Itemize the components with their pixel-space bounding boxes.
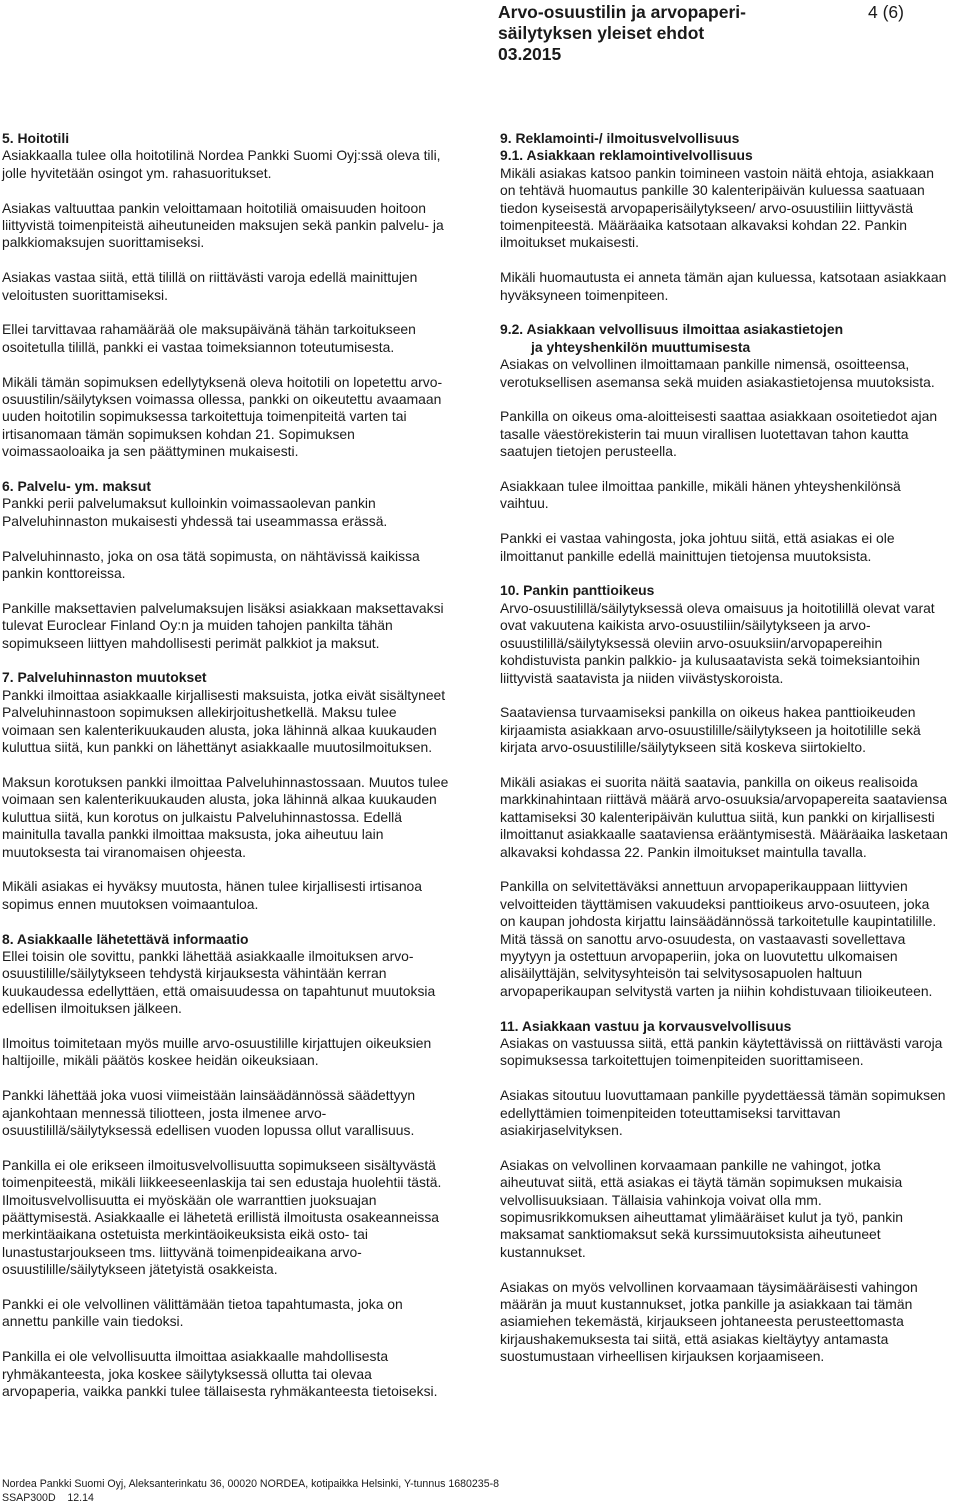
section-10 — [500, 582, 948, 686]
paragraph: Asiakas on velvollinen ilmoittamaan pankille nimensä, osoitteensa, verotuksellisen asemansa sekä muiden asiakastietojensa muutoksista. — [500, 356, 935, 390]
section-heading: 9. Reklamointi-/ ilmoitusvelvollisuus — [500, 130, 740, 146]
subsection-heading: 9.2. Asiakkaan velvollisuus ilmoittaa asiakastietojen — [500, 321, 844, 338]
paragraph: Mikäli huomautusta ei anneta tämän ajan kuluessa, katsotaan asiakkaan hyväksyneen toimenpiteen. — [500, 269, 947, 303]
paragraph: Pankki lähettää joka vuosi viimeistään lainsäädännössä säädettyyn ajankohtaan mennessä tiliotteen, josta ilmenee arvo-osuustilillä/säilytyksessä edellisen vuoden lopussa ollut varallisuus. — [2, 1087, 416, 1138]
section-11 — [500, 1018, 948, 1070]
paragraph: Mikäli asiakas katsoo pankin toimineen vastoin näitä ehtoja, asiakkaan on tehtävä huomautus pankille 30 kalenteripäivän kuluessa saatuaan tiedon kyseisestä arvopaperisäilytykseen/ arvo-osuustiliin liittyvästä toimenpiteestä. Määräaika katsotaan alkavaksi kohdan 22. Pankin ilmoitukset mukaisesti. — [500, 164, 934, 251]
paragraph: Ellei toisin ole sovittu, pankki lähettää asiakkaalle ilmoituksen arvo-osuustilille/säilytykseen tehdystä kirjauksesta vähintään kerran kuukaudessa edellyttäen, että omaisuudessa on tapahtunut muutoksia edellisen ilmoituksen jälkeen. — [2, 947, 436, 1017]
left-column — [2, 130, 450, 1418]
footer-form-code: SSAP300D 12.14 — [2, 1491, 94, 1504]
section-7 — [2, 669, 450, 756]
paragraph: Pankki ilmoittaa asiakkaalle kirjallisesti maksuista, jotka eivät sisältyneet Palveluhinnastoon sopimuksen allekirjoitushetkellä. Maksu tulee voimaan sen kalenterikuukauden alusta, joka lähinnä alkaa kuukauden kuluttua siitä, kun pankki on lähettänyt asiakkaalle muutosilmoituksen. — [2, 686, 446, 756]
section-heading: 10. Pankin panttioikeus — [500, 582, 655, 599]
page-footer — [2, 1478, 499, 1505]
paragraph: Pankki ei vastaa vahingosta, joka johtuu siitä, että asiakas ei ole ilmoittanut pankille edellä mainittujen tietojensa muutoksista. — [500, 530, 895, 564]
paragraph: Asiakas on myös velvollinen korvaamaan täysimääräisesti vahingon määrän ja muut kustannukset, jotka pankille ja asiakkaan tai tämän asiamiehen tekemästä, kirjaukseen johtaneesta perusteettomasta kirjaushakemuksesta tai siitä, että asiakas kieltäytyy antamasta suostumustaan virheellisen kirjauksen korjaamiseen. — [500, 1278, 918, 1365]
subsection-heading-continued: ja yhteyshenkilön muuttumisesta — [531, 338, 751, 355]
paragraph: Arvo-osuustilillä/säilytyksessä oleva omaisuus ja hoitotilillä olevat varat ovat vakuutena kaikista arvo-osuustiliin/säilytykseen ja arvo-osuustilillä/säilytyksessä oleviin arvo-osuuksiin/arvopapereihin kohdistuvista pankin palkkio- ja kulusaatavista sekä toimeksiantoihin liittyvistä saatavista ja niiden viivästyskoroista. — [500, 599, 935, 686]
paragraph: Pankille maksettavien palvelumaksujen lisäksi asiakkaan maksettavaksi tulevat Euroclear Finland Oy:n ja muiden tahojen pankilta tähän sopimukseen liittyen mahdollisesti perimät palkkiot ja maksut. — [2, 599, 444, 651]
subsection-heading: 9.1. Asiakkaan reklamointivelvollisuus — [500, 147, 753, 164]
section-heading: 6. Palvelu- ym. maksut — [2, 478, 152, 495]
section-9 — [500, 130, 948, 252]
paragraph: Ilmoitus toimitetaan myös muille arvo-osuustilille kirjattujen oikeuksien haltijoille, mikäli päätös koskee heidän oikeuksiaan. — [2, 1034, 432, 1069]
paragraph: Pankilla ei ole erikseen ilmoitusvelvollisuutta sopimukseen sisältyvästä toimenpiteestä, mikäli liikkeeseenlaskija tai sen edustaja huolehtii tästä. Ilmoitusvelvollisuutta ei myöskään ole warranttien juoksuajan päättymisestä. Asiakkaalle ei lähetetä erillistä ilmoitusta osakeanneissa merkintäaikana ostetuista merkintäoikeuksista eikä osto- tai lunastustarjoukseen tms. liittyvänä toimenpideaikana arvo-osuustilille/säilytykseen jätetyistä osakkeista. — [2, 1156, 442, 1278]
paragraph: Ellei tarvittavaa rahamäärää ole maksupäivänä tähän tarkoitukseen osoitetulla tilillä, pankki ei vastaa toimeksiannon toteutumisesta. — [2, 321, 416, 355]
paragraph: Asiakkaalla tulee olla hoitotilinä Nordea Pankki Suomi Oyj:ssä oleva tili, jolle hyvitetään osingot ym. rahasuoritukset. — [2, 147, 441, 181]
paragraph: Palveluhinnasto, joka on osa tätä sopimusta, on nähtävissä kaikissa pankin konttoreissa. — [2, 547, 420, 582]
section-8 — [2, 931, 450, 1018]
paragraph: Asiakas on velvollinen korvaamaan pankille ne vahingot, jotka aiheutuvat siitä, että asiakas ei täytä tämän sopimuksen mukaisia velvollisuuksiaan. Tällaisia vahinkoja voivat olla mm. sopimusrikkomuksen aiheuttamat ylimääräiset kulut ja työ, pankin maksamat sanktiomaksut sekä kurssimuutoksista aiheutuneet kustannukset. — [500, 1156, 904, 1260]
paragraph: Asiakkaan tulee ilmoittaa pankille, mikäli hänen yhteyshenkilönsä vaihtuu. — [500, 478, 901, 512]
right-column — [500, 130, 948, 1383]
section-heading: 8. Asiakkaalle lähetettävä informaatio — [2, 930, 249, 947]
section-9-2 — [500, 321, 948, 391]
paragraph: Pankilla ei ole velvollisuutta ilmoittaa asiakkaalle mahdollisesta ryhmäkanteesta, joka koskee säilytyksessä ollutta tai olevaa arvopaperia, vaikka pankki tulee tällaisesta ryhmäkanteesta tietoiseksi. — [2, 1348, 438, 1399]
section-5 — [2, 130, 450, 182]
paragraph: Pankilla on selvitettäväksi annettuun arvopaperikauppaan liittyvien velvoitteiden täyttämisen vakuudeksi panttioikeus arvo-osuuteen, joka on kaupan johdosta kirjattu lainsäädännössä tarkoitetulle kaupintatilille. Mitä tässä on sanottu arvo-osuudesta, on vastaavasti sovellettava myytyyn ja ostettuun arvopaperiin, joka on luovutettu ulkomaisen alisäilyttäjän, selvitysyhteisön tai selvitysosapuolen haltuun arvopaperikaupan selvitystä varten ja niihin kohdistuvaan tilioikeuteen. — [500, 878, 937, 999]
paragraph: Maksun korotuksen pankki ilmoittaa Palveluhinnastossaan. Muutos tulee voimaan sen kalenterikuukauden alusta, joka lähinnä alkaa kuukauden kuluttua siitä, kun korotus on julkaistu Palveluhinnastossa. Edellä mainitulla tavalla pankki ilmoittaa maksusta, joka aiheutuu lain muutoksesta tai viranomaisen ohjeesta. — [2, 773, 449, 860]
section-heading: 7. Palveluhinnaston muutokset — [2, 669, 207, 686]
paragraph: Asiakas sitoutuu luovuttamaan pankille pyydettäessä tämän sopimuksen edellyttämien toimenpiteiden toteuttamiseksi tarvittavan asiakirjaselvityksen. — [500, 1087, 946, 1138]
paragraph: Asiakas on vastuussa siitä, että pankin käytettävissä on riittävästi varoja sopimuksessa tarkoitettujen toimenpiteiden suorittamiseen. — [500, 1034, 943, 1069]
paragraph: Saataviensa turvaamiseksi pankilla on oikeus hakea panttioikeuden kirjaamista asiakkaan arvo-osuustilille/säilytykseen ja hoitotilille sekä kirjata arvo-osuustilille/säilytykseen sitä koskeva siirtokielto. — [500, 704, 921, 756]
paragraph: Mikäli asiakas ei hyväksy muutosta, hänen tulee kirjallisesti irtisanoa sopimus ennen muutoksen voimaantuloa. — [2, 878, 422, 912]
page-number: 4 (6) — [868, 2, 904, 22]
paragraph: Asiakas vastaa siitä, että tilillä on riittävästi varoja edellä mainittujen veloitusten suorittamiseksi. — [2, 269, 418, 303]
paragraph: Mikäli tämän sopimuksen edellytyksenä oleva hoitotili on lopetettu arvo-osuustilin/säilytyksen voimassa ollessa, pankki on oikeutettu avaamaan uuden hoitotilin sopimuksessa tarkoitettuja toimenpiteitä varten tai irtisanomaan tämän sopimuksen kohdan 21. Sopimuksen voimassaoloaika ja sen päättyminen mukaisesti. — [2, 373, 443, 460]
section-heading: 11. Asiakkaan vastuu ja korvausvelvollisuus — [500, 1017, 792, 1034]
paragraph: Pankilla on oikeus oma-aloitteisesti saattaa asiakkaan osoitetiedot ajan tasalle väestörekisterin tai muun virallisen luotettavan tahon kautta saatujen tietojen perusteella. — [500, 408, 938, 460]
paragraph: Pankki perii palvelumaksut kulloinkin voimassaolevan pankin Palveluhinnaston mukaisesti yhdessä tai useammassa erässä. — [2, 495, 388, 529]
document-title-line: Arvo-osuustilin ja arvopaperi- — [498, 2, 746, 22]
document-title — [498, 2, 758, 65]
section-6 — [2, 478, 450, 530]
footer-company-info: Nordea Pankki Suomi Oyj, Aleksanterinkatu 36, 00020 NORDEA, kotipaikka Helsinki, Y-tunnus 1680235-8 — [2, 1478, 500, 1490]
paragraph: Asiakas valtuuttaa pankin veloittamaan hoitotiliä omaisuuden hoitoon liittyvistä toimenpiteistä aiheutuneiden maksujen sekä pankin palvelu- ja palkkiomaksujen suorittamiseksi. — [2, 199, 444, 251]
paragraph: Mikäli asiakas ei suorita näitä saatavia, pankilla on oikeus realisoida markkinahintaan riittävä määrä arvo-osuuksia/arvopapereita saataviensa kattamiseksi 30 kalenteripäivän kuluttua siitä, kun pankki on kirjallisesti ilmoittanut asiakkaalle saataviensa erääntymisestä. Määräaika lasketaan alkavaksi kohdassa 22. Pankin ilmoitukset maintulla tavalla. — [500, 773, 948, 860]
section-heading: 5. Hoitotili — [2, 130, 70, 146]
paragraph: Pankki ei ole velvollinen välittämään tietoa tapahtumasta, joka on annettu pankille vain tiedoksi. — [2, 1295, 403, 1330]
document-title-line: säilytyksen yleiset ehdot — [498, 23, 705, 43]
document-date: 03.2015 — [498, 44, 562, 64]
